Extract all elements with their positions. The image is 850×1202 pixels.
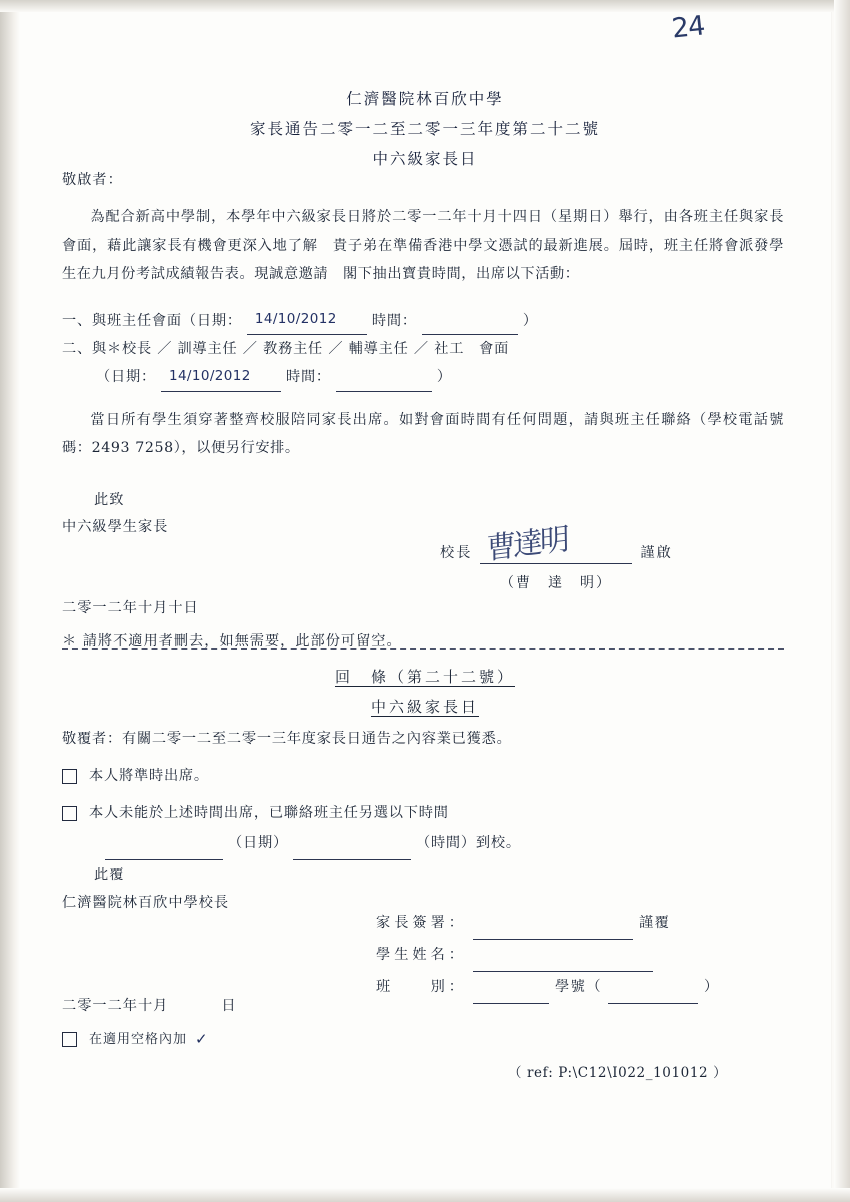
reply-alt-tail: 到校。 <box>475 835 521 852</box>
principal-signature-suffix: 謹啟 <box>640 545 673 561</box>
activity-2-text: 與＊校長 ／ 訓導主任 ／ 教務主任 ／ 輔導主任 ／ 社工 會面 <box>91 340 510 357</box>
principal-signature-handwriting: 曹達明 <box>486 522 568 568</box>
parent-signature-label: 家長簽署： <box>376 915 467 931</box>
principal-signature-line <box>480 522 632 568</box>
reply-slip-body <box>62 725 784 860</box>
letter-closing <box>62 487 784 542</box>
notice-number-line: 家長通告二零一二至二零一三年度第二十二號 <box>249 120 600 139</box>
letter-footnote: ＊ 請將不適用者刪去，如無需要，此部份可留空。 <box>62 633 402 650</box>
activity-1-time-field[interactable] <box>422 319 518 335</box>
reply-alt-date-field[interactable] <box>105 844 223 860</box>
student-name-row <box>376 940 776 972</box>
letter-date: 二零一二年十月十日 <box>62 600 199 616</box>
activity-2-time-field[interactable] <box>336 376 432 392</box>
reply-closing <box>62 862 229 917</box>
letter-paragraph-1: 為配合新高中學制，本學年中六級家長日將於二零一二年十月十四日（星期日）舉行，由各班主任與家長會面，藉此讓家長有機會更深入地了解 貴子弟在準備香港中學文憑試的最新進展。屆時，班主任將會派發學生在九月份考試成績報告表。現誠意邀請 閣下抽出寶貴時間，出席以下活動： <box>62 209 784 283</box>
letter-body <box>62 170 784 542</box>
reply-slip-title: 回 條（第二十二號） <box>334 668 515 686</box>
letter-date-and-note <box>62 598 784 653</box>
activity-1-date-label: （日期： <box>181 312 242 329</box>
document-reference: （ ref: P:\C12\I022_101012 ） <box>508 1065 728 1081</box>
checkbox-sample-icon <box>62 1032 77 1047</box>
check-mark-icon: ✓ <box>195 1030 208 1048</box>
reply-option-1[interactable] <box>62 762 784 791</box>
activity-1-close-paren: ） <box>522 312 538 329</box>
tick-instruction-row <box>62 1028 208 1051</box>
closing-word: 此致 <box>94 491 125 508</box>
letter-salutation: 敬啟者： <box>62 172 123 188</box>
reply-alt-time-field[interactable] <box>293 844 411 860</box>
activity-item-2-fields <box>62 363 784 391</box>
activity-2-marker: 二、 <box>62 340 92 357</box>
activity-1-date-value: 14/10/2012 <box>254 310 337 327</box>
activity-2-close-paren: ） <box>436 369 452 386</box>
reply-option-2-label: 本人未能於上述時間出席，已聯絡班主任另選以下時間 <box>89 805 449 822</box>
student-no-label: 學號（ <box>554 978 603 995</box>
student-no-field[interactable] <box>608 988 698 1004</box>
closing-recipient: 中六級學生家長 <box>62 519 169 536</box>
parent-signature-row <box>376 908 776 940</box>
handwritten-page-number: 24 <box>670 10 706 45</box>
reply-closing-word: 此覆 <box>94 867 125 883</box>
student-no-close: ） <box>704 978 720 995</box>
reply-date-row <box>62 996 237 1017</box>
reply-option-2-fields <box>62 828 784 859</box>
notice-subject: 中六級家長日 <box>372 150 478 169</box>
class-and-number-row <box>376 972 776 1004</box>
checkbox-option-2[interactable] <box>62 806 77 821</box>
class-field[interactable] <box>473 988 549 1004</box>
reply-closing-recipient: 仁濟醫院林百欣中學校長 <box>62 894 230 911</box>
activity-2-date-value: 14/10/2012 <box>168 367 251 384</box>
letter-paragraph-2: 當日所有學生須穿著整齊校服陪同家長出席。如對會面時間有任何問題，請與班主任聯絡（學校電話號碼：2493 7258），以便另行安排。 <box>62 411 784 457</box>
reply-slip-fields <box>376 908 776 1004</box>
reply-date-day: 日 <box>221 998 237 1014</box>
activity-item-1 <box>62 307 784 335</box>
activity-item-2 <box>62 335 784 363</box>
reply-salutation-text: 敬覆者：有關二零一二至二零一三年度家長日通告之內容業已獲悉。 <box>62 731 512 747</box>
reply-slip-subtitle: 中六級家長日 <box>370 698 479 716</box>
reply-salutation <box>62 725 784 754</box>
reply-date-year: 二零一二年十月 <box>62 998 169 1014</box>
activity-2-time-label: 時間： <box>285 369 331 386</box>
principal-signature-row <box>440 522 770 568</box>
tick-instruction-label: 在適用空格內加 <box>89 1031 188 1047</box>
parent-signature-field[interactable] <box>473 924 633 940</box>
principal-printed-name: （曹 達 明） <box>500 575 612 591</box>
class-label: 班 別： <box>376 978 467 995</box>
tear-off-divider <box>62 648 784 650</box>
activity-1-marker: 一、 <box>62 312 92 329</box>
reply-alt-time-label: （時間） <box>415 835 476 852</box>
reply-slip-header <box>0 662 850 722</box>
document-header <box>0 84 850 175</box>
reply-option-1-label: 本人將準時出席。 <box>89 768 209 785</box>
activity-1-text: 與班主任會面 <box>91 312 182 329</box>
student-name-label: 學生姓名： <box>376 946 467 963</box>
activity-1-time-label: 時間： <box>371 312 417 329</box>
checkbox-option-1[interactable] <box>62 769 77 784</box>
activity-2-date-label: （日期： <box>96 369 156 386</box>
school-name: 仁濟醫院林百欣中學 <box>346 90 504 108</box>
reply-alt-date-label: （日期） <box>228 835 288 852</box>
parent-signature-suffix: 謹覆 <box>638 915 671 931</box>
principal-signature-label: 校長 <box>440 545 473 561</box>
activity-1-date-field[interactable] <box>247 310 367 335</box>
student-name-field[interactable] <box>473 956 653 972</box>
activity-2-date-field[interactable] <box>161 367 281 392</box>
reply-option-2[interactable] <box>62 799 784 828</box>
